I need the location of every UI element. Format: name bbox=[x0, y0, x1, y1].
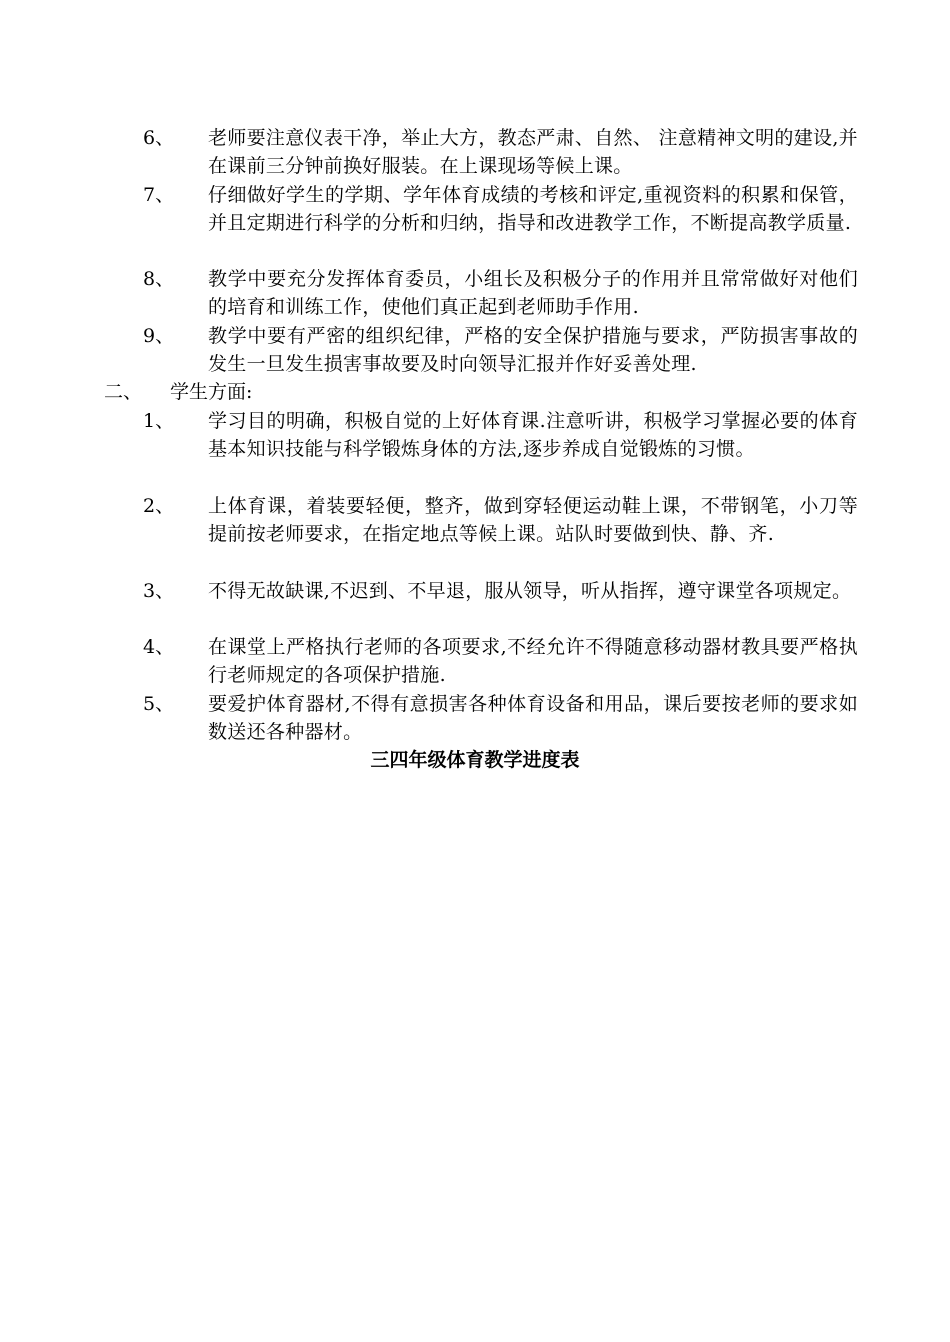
section-title: 学生方面: bbox=[170, 381, 253, 403]
item-text: 学习目的明确，积极自觉的上好体育课.注意听讲，积极学习掌握必要的体育基本知识技能与科学锻炼身体的方法,逐步养成自觉锻炼的习惯。 bbox=[208, 410, 858, 460]
item-text: 仔细做好学生的学期、学年体育成绩的考核和评定,重视资料的积累和保管，并且定期进行科学的分析和归纳，指导和改进教学工作，不断提高教学质量. bbox=[208, 184, 858, 234]
item-number: 6、 bbox=[143, 127, 175, 149]
item-number: 8、 bbox=[143, 268, 175, 290]
item-number: 5、 bbox=[143, 693, 175, 715]
item-number: 1、 bbox=[143, 410, 175, 432]
item-text: 教学中要有严密的组织纪律，严格的安全保护措施与要求，严防损害事故的发生一旦发生损害事故要及时向领导汇报并作好妥善处理. bbox=[208, 325, 858, 375]
item-number: 2、 bbox=[143, 495, 175, 517]
item-number: 9、 bbox=[143, 325, 175, 347]
item-text: 上体育课，着装要轻便，整齐，做到穿轻便运动鞋上课，不带钢笔，小刀等提前按老师要求，在指定地点等候上课。站队时要做到快、静、齐. bbox=[208, 495, 858, 545]
item-text: 教学中要充分发挥体育委员，小组长及积极分子的作用并且常常做好对他们的培育和训练工作，使他们真正起到老师助手作用. bbox=[208, 268, 858, 318]
item-number: 3、 bbox=[143, 580, 175, 602]
item-text: 要爱护体育器材,不得有意损害各种体育设备和用品，课后要按老师的要求如数送还各种器材。 bbox=[208, 693, 858, 743]
item-text: 不得无故缺课,不迟到、不早退，服从领导，听从指挥，遵守课堂各项规定。 bbox=[208, 580, 852, 602]
section-number: 二、 bbox=[104, 381, 143, 403]
item-text: 在课堂上严格执行老师的各项要求,不经允许不得随意移动器材教具要严格执行老师规定的各项保护措施. bbox=[208, 636, 858, 686]
item-number: 4、 bbox=[143, 636, 175, 658]
item-number: 7、 bbox=[143, 184, 175, 206]
item-text: 老师要注意仪表干净，举止大方，教态严肃、自然、 注意精神文明的建设,并在课前三分钟前换好服装。在上课现场等候上课。 bbox=[208, 127, 858, 177]
table-title: 三四年级体育教学进度表 bbox=[370, 749, 580, 771]
